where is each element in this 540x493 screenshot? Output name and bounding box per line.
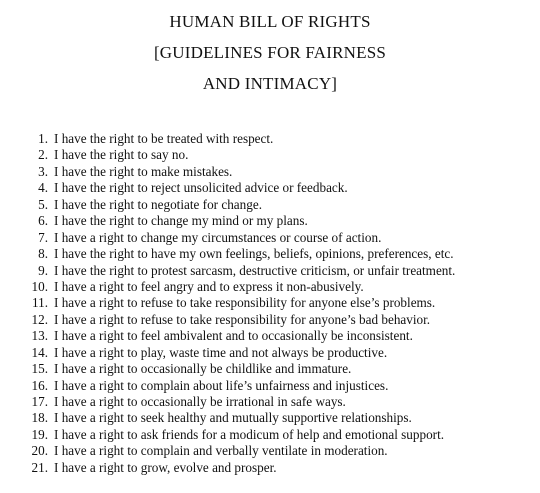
list-item — [0, 378, 455, 394]
list-item-number: 4. — [38, 180, 48, 196]
list-item-text: I have the right to be treated with respect. — [54, 131, 274, 146]
list-item-number: 14. — [31, 344, 48, 360]
list-item-number: 5. — [38, 196, 48, 212]
list-item — [0, 443, 455, 459]
list-item-number: 21. — [31, 459, 48, 475]
list-item-text: I have the right to protest sarcasm, destructive criticism, or unfair treatment. — [54, 262, 456, 278]
list-item-number: 8. — [38, 246, 48, 262]
list-item-text: I have a right to occasionally be irrational in safe ways. — [54, 394, 346, 409]
title-line-1: HUMAN BILL OF RIGHTS — [169, 12, 371, 31]
list-item — [0, 295, 455, 311]
list-item — [0, 164, 455, 180]
list-item-number: 17. — [31, 394, 48, 409]
list-item-text: I have a right to feel angry and to express it non-abusively. — [54, 278, 364, 294]
list-item-text: I have the right to have my own feelings, beliefs, opinions, preferences, etc. — [54, 246, 454, 262]
list-item-text: I have the right to say no. — [54, 147, 189, 163]
list-item-number: 6. — [38, 213, 48, 229]
list-item — [0, 345, 455, 361]
list-item — [0, 427, 455, 443]
list-item-number: 7. — [38, 229, 48, 245]
document-title — [0, 6, 540, 99]
list-item-text: I have a right to complain about life’s unfairness and injustices. — [54, 377, 389, 393]
list-item-text: I have a right to occasionally be childlike and immature. — [54, 361, 352, 377]
list-item-text: I have a right to feel ambivalent and to occasionally be inconsistent. — [54, 328, 413, 344]
list-item-number: 13. — [31, 328, 48, 344]
list-item — [0, 246, 455, 262]
list-item-number: 3. — [38, 163, 48, 179]
list-item — [0, 328, 455, 344]
list-item-number: 9. — [38, 262, 48, 278]
list-item-number: 18. — [31, 410, 48, 426]
list-item — [0, 147, 455, 163]
list-item — [0, 361, 455, 377]
list-item-text: I have a right to seek healthy and mutually supportive relationships. — [54, 410, 412, 426]
list-item-number: 20. — [31, 443, 48, 459]
list-item-number: 2. — [38, 147, 48, 163]
list-item — [0, 197, 455, 213]
list-item-text: I have a right to change my circumstances or course of action. — [54, 229, 382, 245]
list-item — [0, 213, 455, 229]
list-item-text: I have a right to refuse to take responsibility for anyone else’s problems. — [54, 295, 436, 311]
rights-list — [0, 131, 455, 476]
list-item — [0, 180, 455, 196]
list-item-number: 10. — [31, 278, 48, 294]
list-item-text: I have a right to complain and verbally ventilate in moderation. — [54, 443, 388, 459]
list-item-number: 11. — [32, 295, 48, 311]
list-item-number: 16. — [31, 377, 48, 393]
list-item — [0, 312, 455, 328]
list-item-number: 12. — [31, 311, 48, 327]
list-item-text: I have a right to ask friends for a modicum of help and emotional support. — [54, 426, 445, 442]
list-item-number: 1. — [38, 131, 48, 146]
list-item-text: I have a right to refuse to take responsibility for anyone’s bad behavior. — [54, 311, 431, 327]
list-item — [0, 230, 455, 246]
title-line-2: [GUIDELINES FOR FAIRNESS — [153, 43, 387, 62]
list-item-number: 15. — [31, 361, 48, 377]
list-item-text: I have the right to negotiate for change. — [54, 196, 262, 212]
list-item-text: I have the right to make mistakes. — [54, 163, 233, 179]
list-item — [0, 263, 455, 279]
list-item-text: I have a right to grow, evolve and prosper. — [54, 459, 277, 475]
list-item-text: I have a right to play, waste time and not always be productive. — [54, 344, 388, 360]
list-item-text: I have the right to reject unsolicited advice or feedback. — [54, 180, 348, 196]
list-item-text: I have the right to change my mind or my plans. — [54, 213, 308, 229]
title-line-3: AND INTIMACY] — [202, 74, 338, 93]
list-item — [0, 394, 455, 410]
list-item — [0, 131, 455, 147]
list-item — [0, 279, 455, 295]
list-item — [0, 410, 455, 426]
list-item — [0, 460, 455, 476]
list-item-number: 19. — [31, 426, 48, 442]
